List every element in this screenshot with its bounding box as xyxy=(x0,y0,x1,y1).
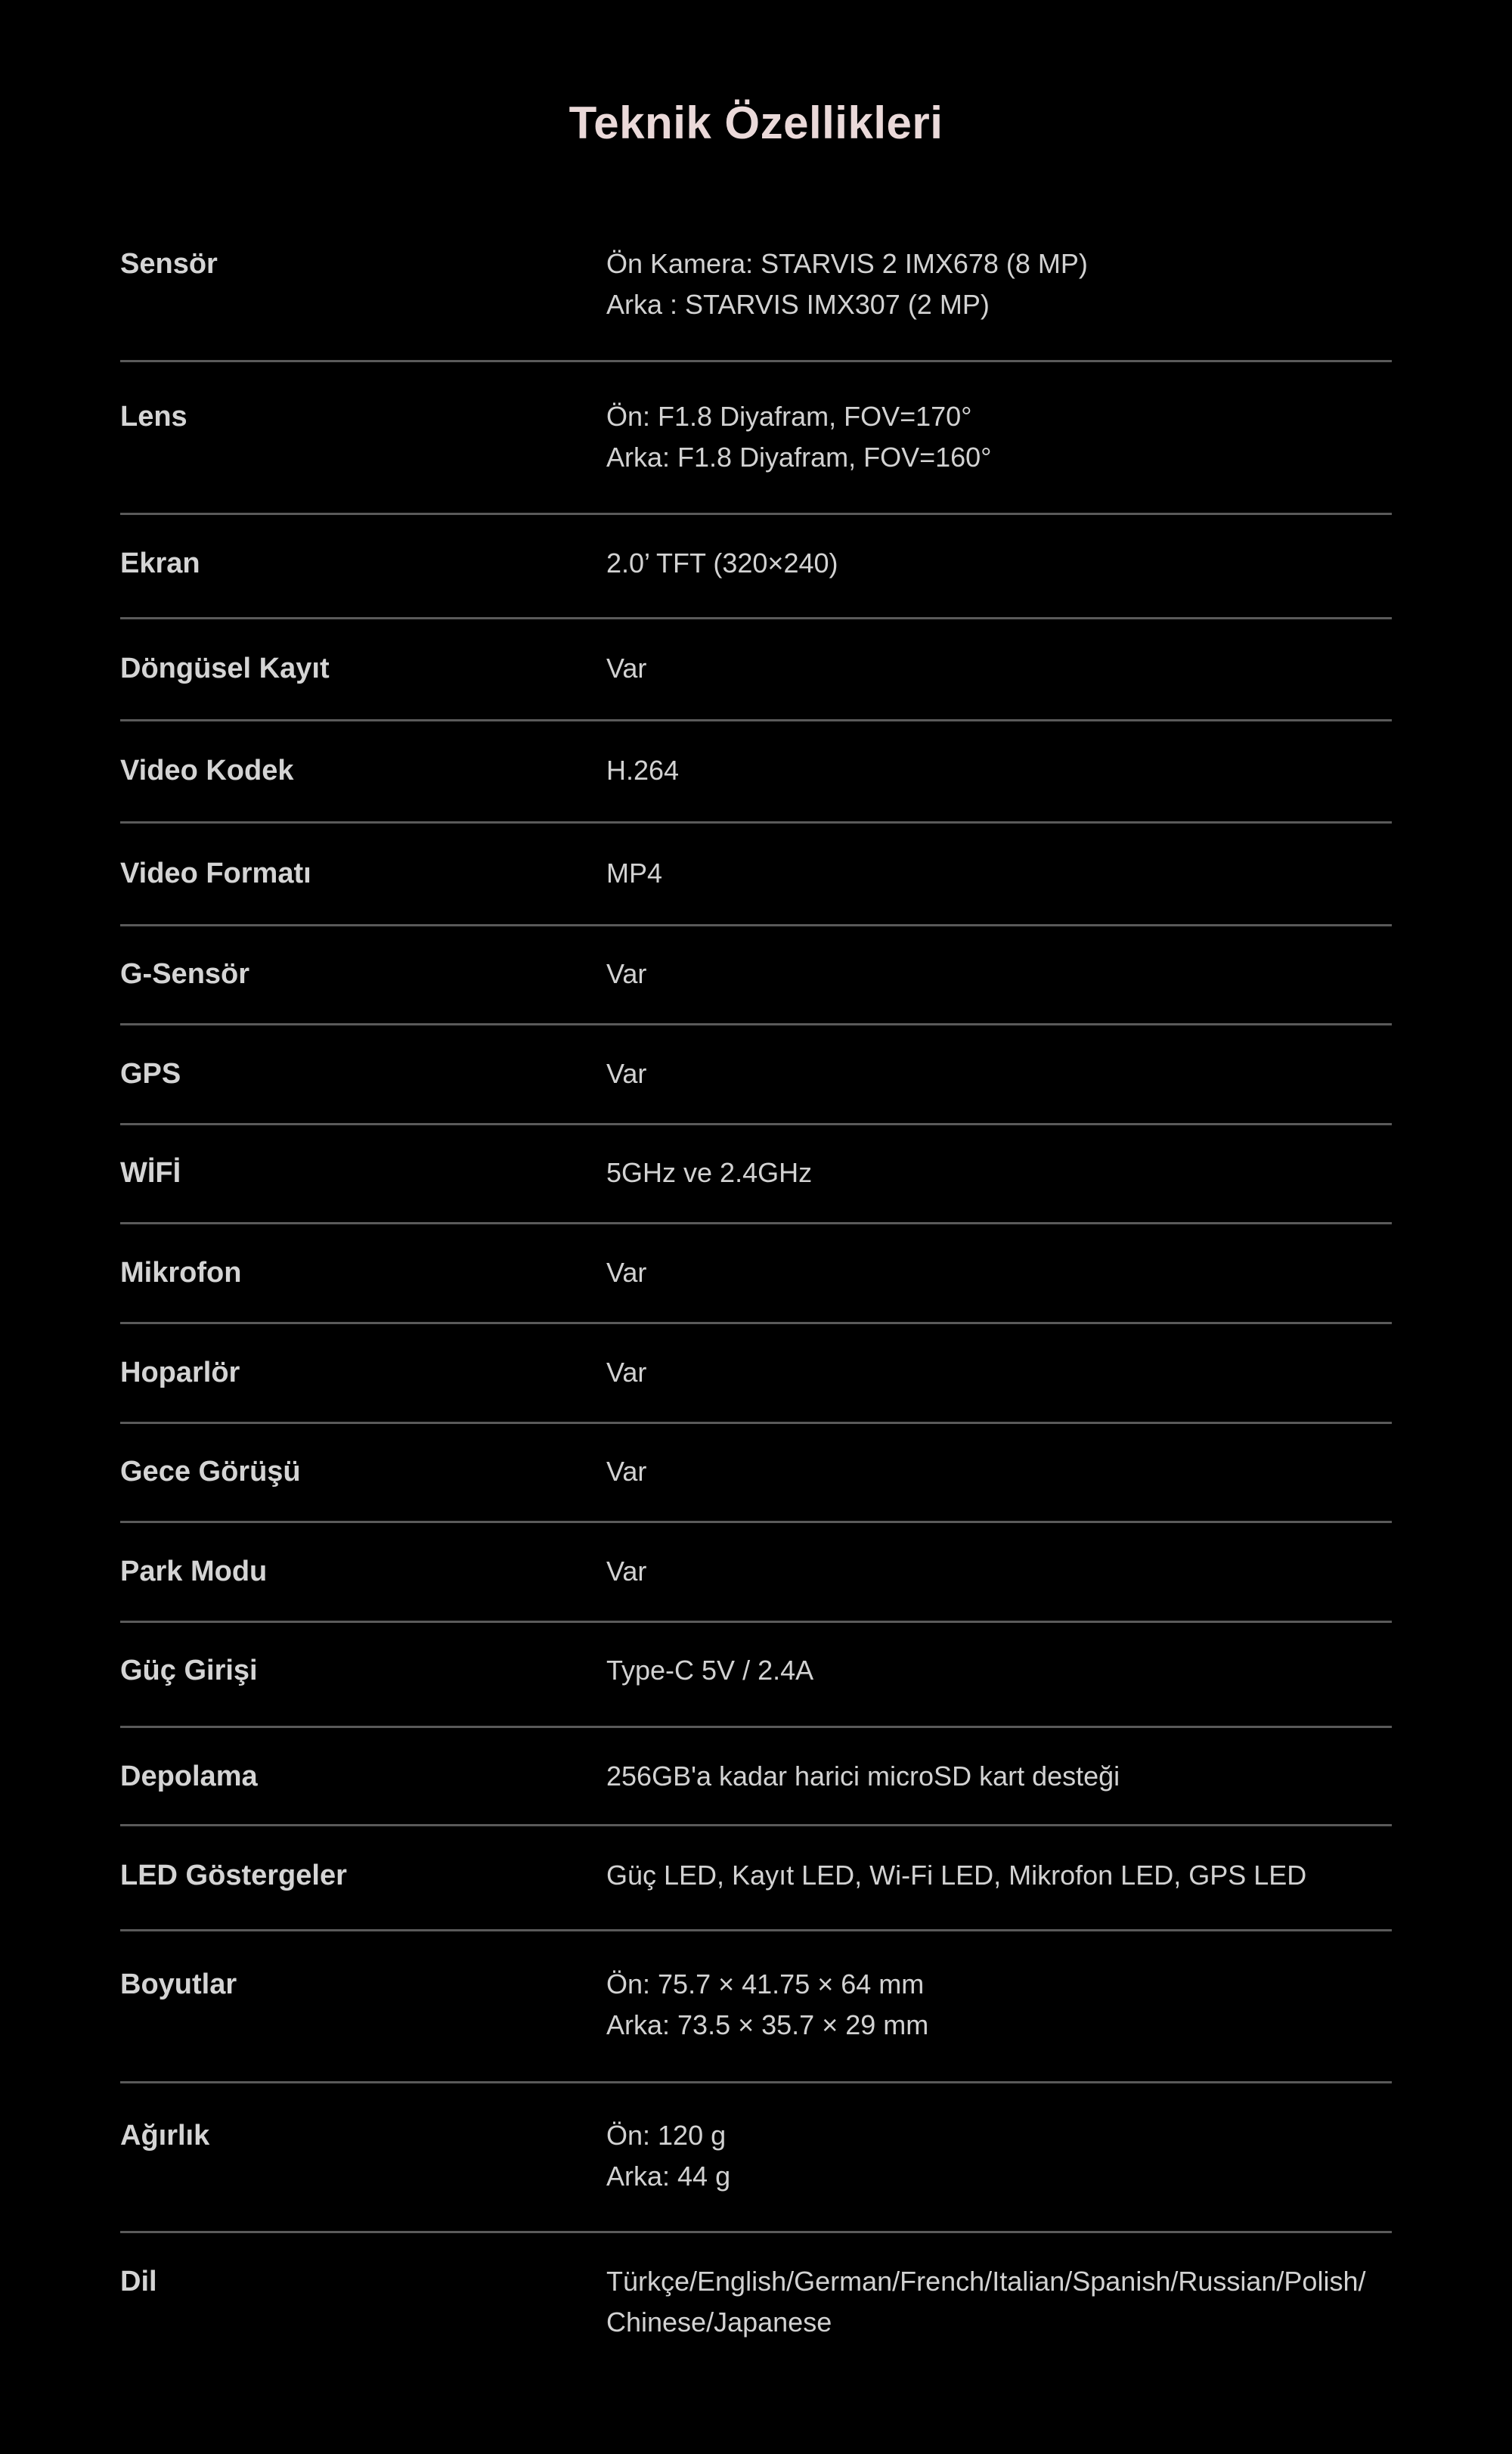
spec-value: Türkçe/English/German/French/Italian/Spanish/Russian/Polish/ xyxy=(606,2266,1366,2297)
spec-label: Dil xyxy=(120,2266,157,2297)
spec-value: MP4 xyxy=(606,858,663,889)
spec-value: Arka : STARVIS IMX307 (2 MP) xyxy=(606,289,990,320)
spec-label: Boyutlar xyxy=(120,1968,237,2000)
row-divider xyxy=(120,1621,1392,1623)
spec-label: Park Modu xyxy=(120,1556,268,1587)
spec-value: Type-C 5V / 2.4A xyxy=(606,1655,814,1686)
row-divider xyxy=(120,821,1392,824)
row-divider xyxy=(120,513,1392,515)
spec-value: Arka: 44 g xyxy=(606,2161,731,2192)
row-divider xyxy=(120,1726,1392,1728)
spec-value-group xyxy=(606,750,1506,791)
row-divider xyxy=(120,1023,1392,1025)
row-divider xyxy=(120,719,1392,721)
spec-label: Döngüsel Kayıt xyxy=(120,653,330,684)
spec-value-group xyxy=(606,1964,1506,2046)
spec-value: Chinese/Japanese xyxy=(606,2307,832,2338)
spec-value-group xyxy=(606,1855,1506,1896)
page-title: Teknik Özellikleri xyxy=(569,98,943,148)
spec-label: Video Formatı xyxy=(120,858,311,889)
spec-label: WİFİ xyxy=(120,1157,181,1189)
spec-value: Ön: F1.8 Diyafram, FOV=170° xyxy=(606,401,972,432)
spec-value-group xyxy=(606,543,1506,584)
spec-value-group xyxy=(606,853,1506,894)
row-divider xyxy=(120,1422,1392,1424)
spec-value: H.264 xyxy=(606,755,680,786)
spec-value: Var xyxy=(606,653,647,684)
spec-value: Var xyxy=(606,1357,647,1388)
spec-label: Hoparlör xyxy=(120,1357,240,1388)
spec-label: Lens xyxy=(120,401,187,433)
spec-value-group xyxy=(606,2261,1506,2343)
spec-value-group xyxy=(606,1756,1506,1797)
spec-value: Var xyxy=(606,958,647,989)
spec-value-group xyxy=(606,1352,1506,1393)
spec-label: LED Göstergeler xyxy=(120,1860,347,1891)
spec-value: Ön Kamera: STARVIS 2 IMX678 (8 MP) xyxy=(606,248,1088,279)
spec-value: 5GHz ve 2.4GHz xyxy=(606,1157,813,1188)
spec-label: Mikrofon xyxy=(120,1257,242,1289)
spec-value: Var xyxy=(606,1058,647,1089)
spec-value-group xyxy=(606,1252,1506,1293)
spec-value: 2.0’ TFT (320×240) xyxy=(606,548,838,579)
row-divider xyxy=(120,1521,1392,1523)
spec-value-group xyxy=(606,1551,1506,1592)
spec-label: GPS xyxy=(120,1058,181,1090)
row-divider xyxy=(120,1824,1392,1826)
spec-value: 256GB'a kadar harici microSD kart desteği xyxy=(606,1761,1120,1792)
spec-label: Gece Görüşü xyxy=(120,1456,301,1488)
spec-value-group xyxy=(606,1650,1506,1691)
spec-value-group xyxy=(606,2115,1506,2197)
spec-label: Ağırlık xyxy=(120,2120,210,2152)
spec-value: Arka: F1.8 Diyafram, FOV=160° xyxy=(606,442,992,473)
row-divider xyxy=(120,617,1392,619)
row-divider xyxy=(120,1222,1392,1224)
spec-value: Arka: 73.5 × 35.7 × 29 mm xyxy=(606,2009,929,2040)
spec-label: Ekran xyxy=(120,548,200,579)
row-divider xyxy=(120,1322,1392,1324)
row-divider xyxy=(120,924,1392,926)
spec-label: Sensör xyxy=(120,248,218,280)
spec-value-group xyxy=(606,1451,1506,1492)
row-divider xyxy=(120,1123,1392,1125)
spec-value-group xyxy=(606,954,1506,994)
spec-value-group xyxy=(606,396,1506,478)
spec-value: Var xyxy=(606,1556,647,1587)
row-divider xyxy=(120,2231,1392,2233)
spec-value: Var xyxy=(606,1456,647,1487)
spec-value-group xyxy=(606,1153,1506,1193)
spec-value-group xyxy=(606,648,1506,689)
spec-label: G-Sensör xyxy=(120,958,250,990)
spec-value-group xyxy=(606,1053,1506,1094)
spec-value: Ön: 75.7 × 41.75 × 64 mm xyxy=(606,1968,925,1999)
spec-value: Güç LED, Kayıt LED, Wi-Fi LED, Mikrofon LED, GPS LED xyxy=(606,1860,1307,1891)
row-divider xyxy=(120,360,1392,362)
spec-label: Depolama xyxy=(120,1761,258,1792)
spec-label: Video Kodek xyxy=(120,755,294,786)
spec-value-group xyxy=(606,244,1506,325)
spec-label: Güç Girişi xyxy=(120,1655,258,1686)
spec-value: Ön: 120 g xyxy=(606,2120,727,2151)
spec-value: Var xyxy=(606,1257,647,1288)
row-divider xyxy=(120,1929,1392,1931)
row-divider xyxy=(120,2081,1392,2083)
